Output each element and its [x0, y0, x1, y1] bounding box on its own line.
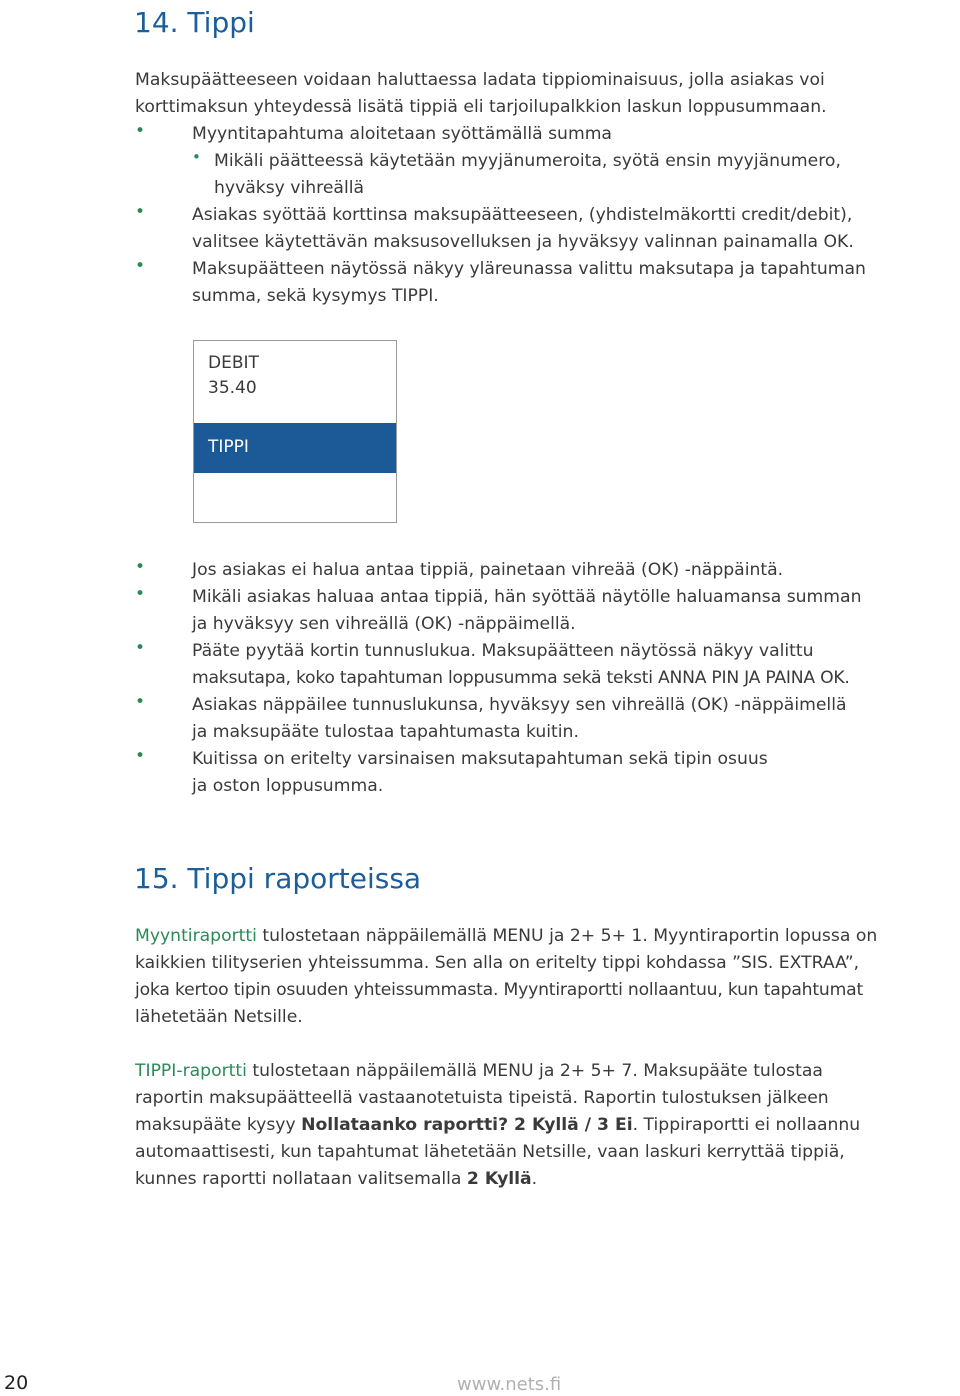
section-14-intro — [135, 67, 827, 121]
list-item-text: maksutapa, koko tapahtuman loppusumma sekä teksti ANNA PIN JA PAINA OK. — [192, 668, 850, 688]
list-item-text: Myyntitapahtuma aloitetaan syöttämällä summa — [192, 124, 612, 144]
list-item-text: Jos asiakas ei halua antaa tippiä, painetaan vihreää (OK) -näppäintä. — [192, 560, 784, 580]
bullet-dot: • — [135, 557, 146, 577]
list-item-text: summa, sekä kysymys TIPPI. — [192, 286, 439, 306]
bullet-dot: • — [135, 692, 146, 712]
paragraph-tippi-raportti — [135, 1058, 860, 1193]
list-item-text: valitsee käytettävän maksusovelluksen ja hyväksyy valinnan painamalla OK. — [192, 232, 854, 252]
list-item-text: Kuitissa on eritelty varsinaisen maksutapahtuman sekä tipin osuus — [192, 749, 768, 769]
list-item — [192, 256, 866, 310]
list-item-text: Mikäli asiakas haluaa antaa tippiä, hän syöttää näytölle haluamansa summan — [192, 587, 862, 607]
paragraph-line — [135, 1112, 860, 1139]
terminal-prompt-bar — [194, 423, 396, 473]
list-item — [192, 638, 850, 692]
page-number: 20 — [4, 1372, 29, 1394]
paragraph-text: tulostetaan näppäilemällä MENU ja 2+ 5+ 7. Maksupääte tulostaa — [246, 1061, 823, 1081]
bullet-dot: • — [192, 148, 201, 166]
list-item — [192, 746, 768, 800]
section-14-title: 14. Tippi — [134, 6, 255, 39]
intro-line: korttimaksun yhteydessä lisätä tippiä eli tarjoilupalkkion laskun loppusummaan. — [135, 97, 827, 117]
list-item — [192, 692, 847, 746]
paragraph-line: lähetetään Netsille. — [135, 1007, 303, 1027]
list-item — [192, 584, 861, 638]
term-myyntiraportti: Myyntiraportti — [135, 926, 257, 946]
paragraph-text: . — [531, 1169, 538, 1189]
list-item-text: Asiakas syöttää korttinsa maksupäätteeseen, (yhdistelmäkortti credit/debit), — [192, 205, 853, 225]
bullet-dot: • — [135, 202, 146, 222]
list-item — [214, 148, 841, 202]
paragraph-text: kunnes raportti nollataan valitsemalla — [135, 1169, 467, 1189]
bullet-dot: • — [135, 746, 146, 766]
section-15-title: 15. Tippi raporteissa — [134, 862, 422, 895]
list-item — [192, 557, 783, 584]
paragraph-myyntiraportti — [135, 923, 877, 1031]
bullet-dot: • — [135, 584, 146, 604]
bullet-dot: • — [135, 121, 146, 141]
bullet-dot: • — [135, 638, 146, 658]
terminal-payment-method: DEBIT — [208, 353, 259, 373]
paragraph-line: raportin maksupäätteellä vastaanotetuista tipeistä. Raportin tulostuksen jälkeen — [135, 1088, 829, 1108]
list-item — [192, 121, 612, 148]
paragraph-line — [135, 1058, 860, 1085]
terminal-amount: 35.40 — [208, 378, 257, 398]
list-item-text: Mikäli päätteessä käytetään myyjänumeroita, syötä ensin myyjänumero, — [214, 151, 841, 171]
terminal-prompt: TIPPI — [208, 437, 249, 457]
paragraph-bold-text: Nollataanko raportti? 2 Kyllä / 3 Ei — [301, 1115, 633, 1135]
list-item-text: hyväksy vihreällä — [214, 178, 365, 198]
paragraph-line: kaikkien tilityserien yhteissumma. Sen alla on eritelty tippi kohdassa ”SIS. EXTRAA”, — [135, 953, 860, 973]
terminal-screen — [193, 340, 397, 523]
list-item — [192, 202, 854, 256]
paragraph-line: joka kertoo tipin osuuden yhteissummasta. Myyntiraportti nollaantuu, kun tapahtumat — [135, 980, 864, 1000]
footer-url[interactable]: www.nets.fi — [457, 1374, 562, 1395]
list-item-text: Asiakas näppäilee tunnuslukunsa, hyväksyy sen vihreällä (OK) -näppäimellä — [192, 695, 847, 715]
list-item-text: Maksupäätteen näytössä näkyy yläreunassa valittu maksutapa ja tapahtuman — [192, 259, 866, 279]
list-item-text: ja maksupääte tulostaa tapahtumasta kuitin. — [192, 722, 579, 742]
bullet-dot: • — [135, 256, 146, 276]
paragraph-line — [135, 1166, 860, 1193]
paragraph-line — [135, 923, 877, 950]
paragraph-bold-text: 2 Kyllä — [466, 1169, 532, 1189]
paragraph-line: automaattisesti, kun tapahtumat lähetetään Netsille, vaan laskuri kerryttää tippiä, — [135, 1142, 845, 1162]
paragraph-text: tulostetaan näppäilemällä MENU ja 2+ 5+ 1. Myyntiraportin lopussa on — [256, 926, 878, 946]
list-item-text: ja hyväksyy sen vihreällä (OK) -näppäimellä. — [192, 614, 576, 634]
term-tippi-raportti: TIPPI-raportti — [135, 1061, 247, 1081]
paragraph-text: maksupääte kysyy — [135, 1115, 302, 1135]
intro-line: Maksupäätteeseen voidaan haluttaessa ladata tippiominaisuus, jolla asiakas voi — [135, 70, 825, 90]
paragraph-text: . Tippiraportti ei nollaannu — [632, 1115, 861, 1135]
list-item-text: Pääte pyytää kortin tunnuslukua. Maksupäätteen näytössä näkyy valittu — [192, 641, 814, 661]
list-item-text: ja oston loppusumma. — [192, 776, 384, 796]
